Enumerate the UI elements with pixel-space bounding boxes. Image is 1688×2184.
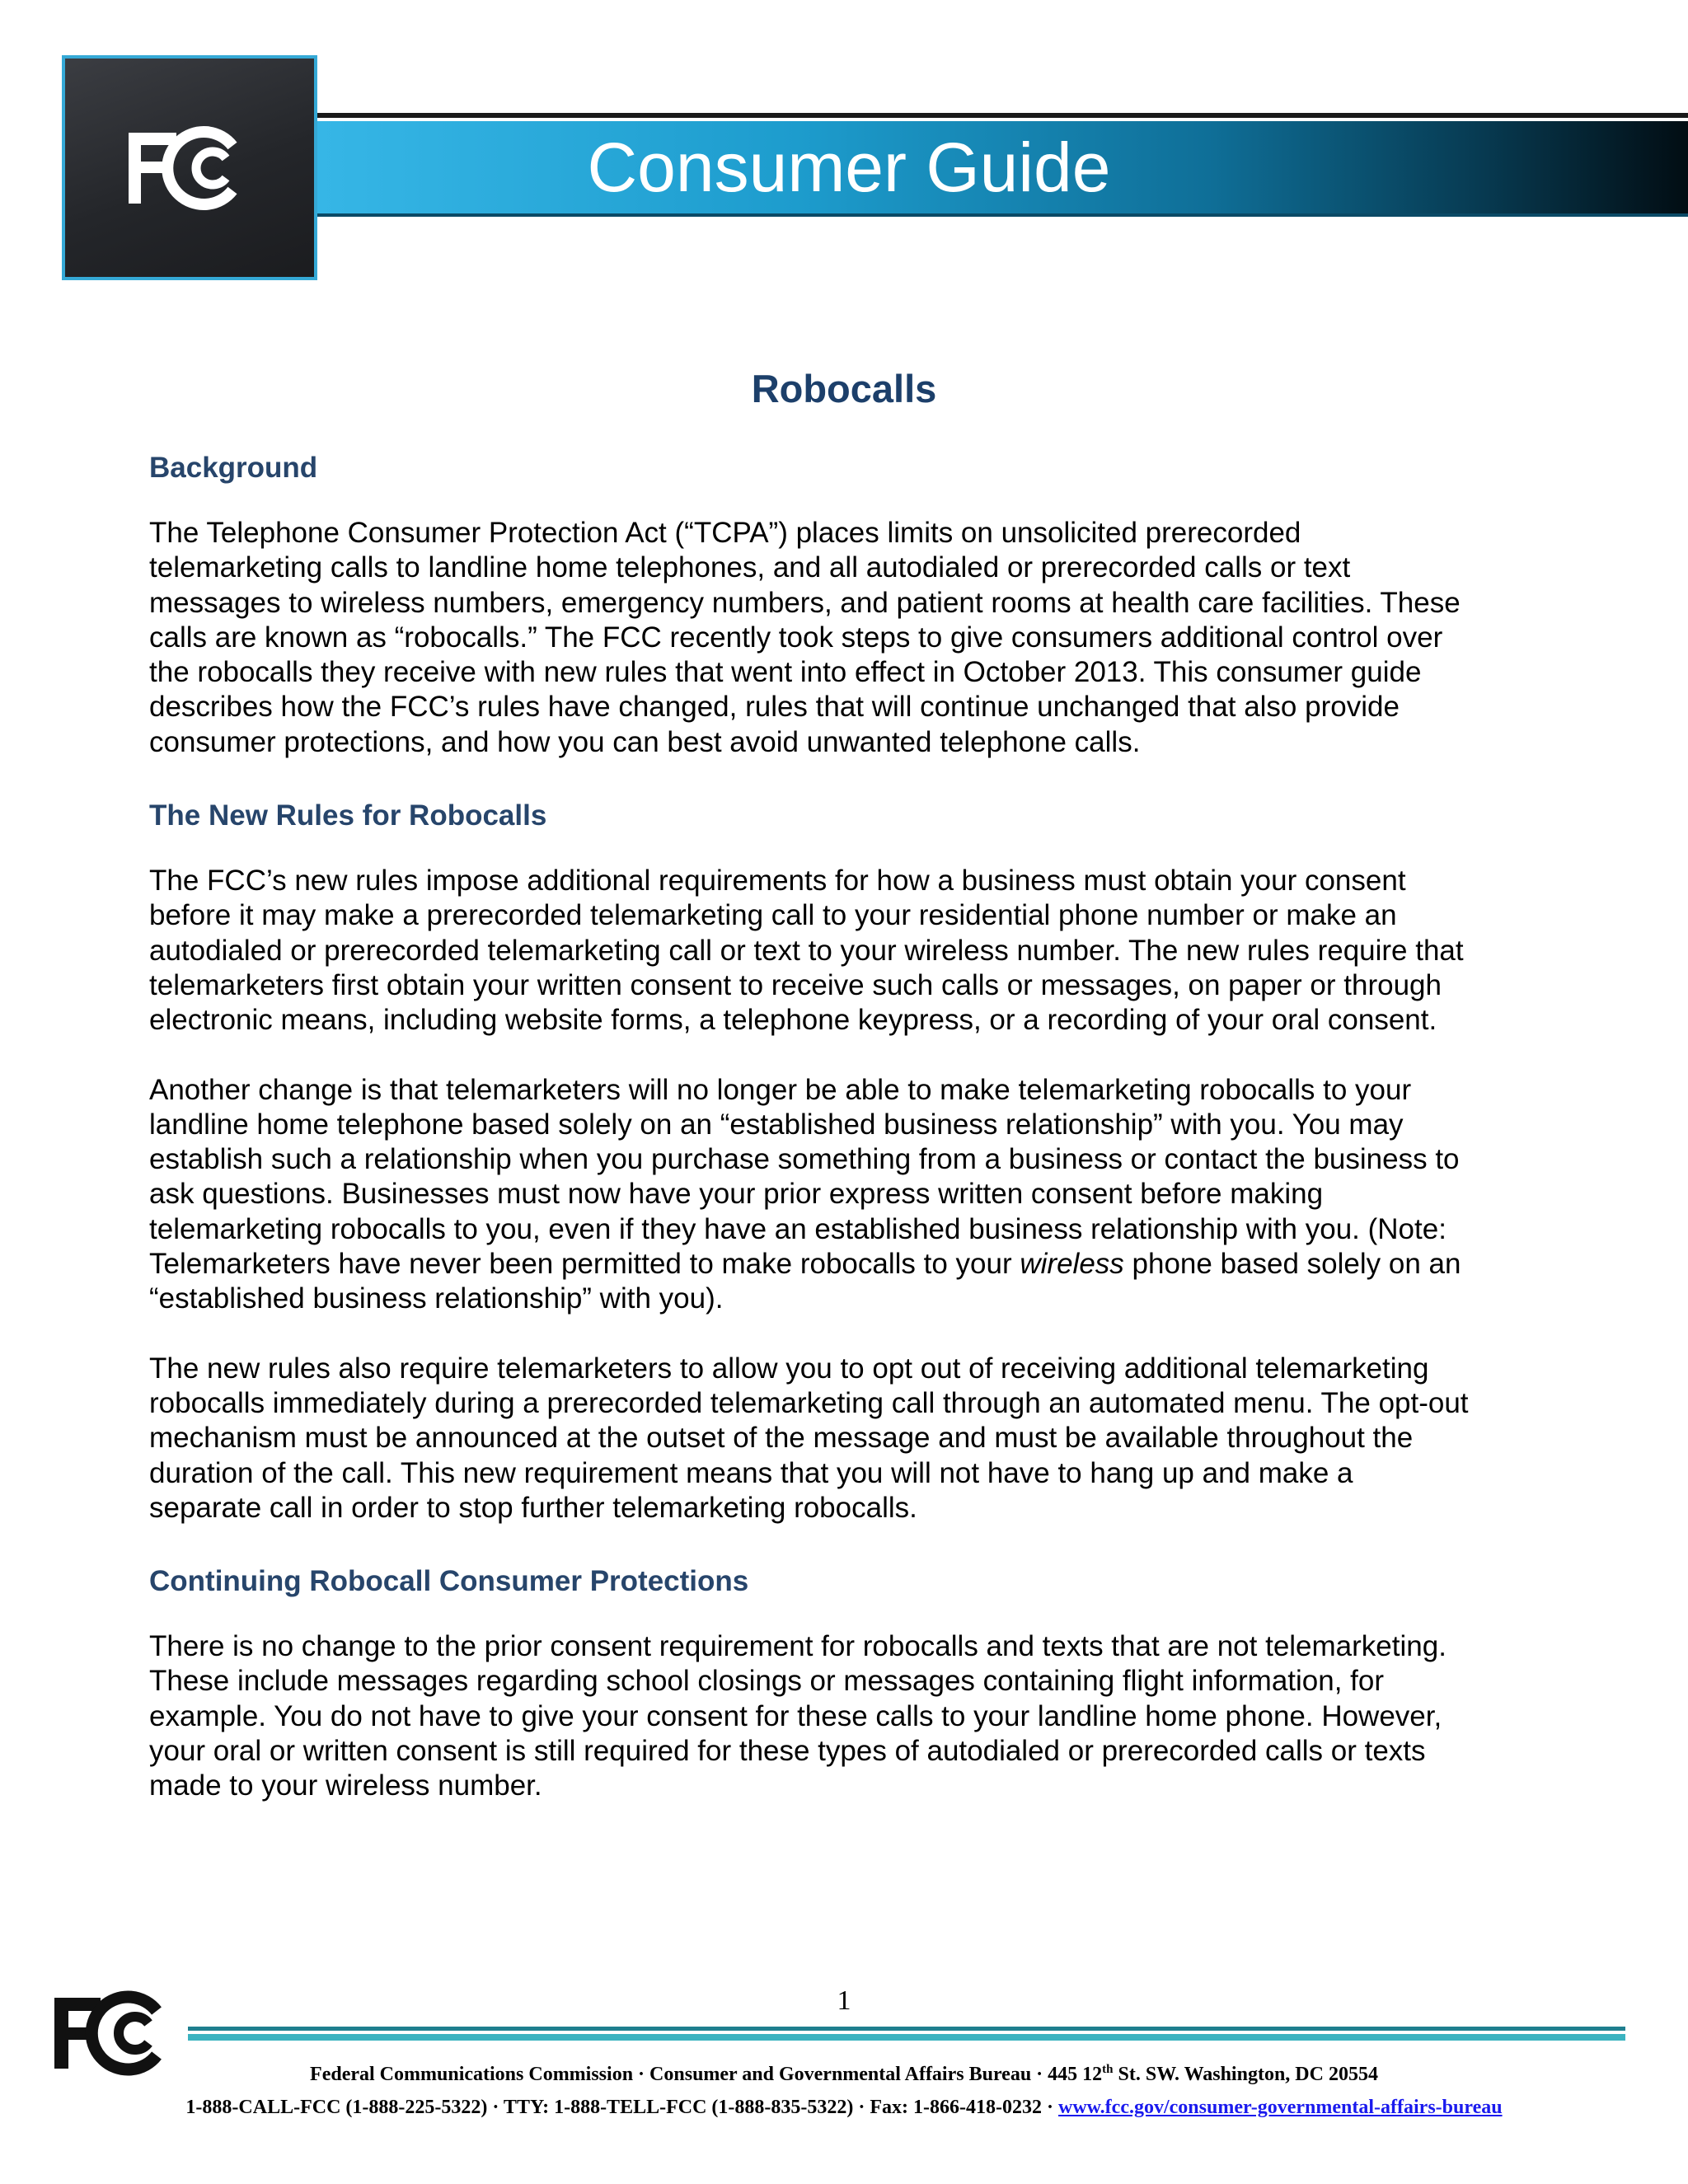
text-line: duration of the call. This new requirement means that you will not have to hang up and make a: [149, 1456, 1353, 1489]
text-line: your oral or written consent is still required for these types of autodialed or prerecorded calls or texts: [149, 1735, 1426, 1768]
text-line: telemarketing calls to landline home telephones, and all autodialed or prerecorded calls or text: [149, 551, 1351, 584]
text-line: ask questions. Businesses must now have your prior express written consent before making: [149, 1178, 1324, 1211]
fcc-logo: [62, 55, 317, 280]
paragraph-new-rules-1: [149, 864, 1550, 1038]
text-line: The new rules also require telemarketers to allow you to opt out of receiving additional telemarketing: [149, 1352, 1429, 1385]
footer-website-link[interactable]: www.fcc.gov/consumer-governmental-affairs-bureau: [1058, 2097, 1503, 2118]
footer-address-line: [0, 2060, 1688, 2088]
text-line: telemarketers first obtain your written consent to receive such calls or messages, on paper or through: [149, 968, 1442, 1001]
text-line: The Telephone Consumer Protection Act (“TCPA”) places limits on unsolicited prerecorded: [149, 517, 1301, 549]
text-line: There is no change to the prior consent requirement for robocalls and texts that are not telemarketing.: [149, 1630, 1447, 1663]
document-body: [149, 447, 1550, 1839]
text-line: establish such a relationship when you purchase something from a business or contact the business to: [149, 1143, 1460, 1176]
footer-contact-line: [0, 2093, 1688, 2121]
section-heading-continuing-protections: Continuing Robocall Consumer Protections: [149, 1565, 749, 1598]
page-number: 1: [837, 1985, 851, 2016]
section-heading-new-rules: The New Rules for Robocalls: [149, 799, 547, 832]
text-line: Another change is that telemarketers will no longer be able to make telemarketing robocalls to your: [149, 1073, 1412, 1106]
paragraph-new-rules-3: [149, 1352, 1550, 1526]
text-line: “established business relationship” with you).: [149, 1282, 724, 1315]
text-line: The FCC’s new rules impose additional requirements for how a business must obtain your consent: [149, 865, 1406, 898]
footer-rule-dark: [188, 2027, 1625, 2031]
footer-superscript: th: [1102, 2063, 1114, 2076]
text-line: mechanism must be announced at the outset of the message and must be available throughout the: [149, 1422, 1414, 1455]
text-segment: Telemarketers have never been permitted to make robocalls to your: [149, 1248, 1012, 1281]
text-line: made to your wireless number.: [149, 1769, 542, 1802]
text-line: These include messages regarding school closings or messages containing flight information, for: [149, 1665, 1385, 1698]
text-line: messages to wireless numbers, emergency numbers, and patient rooms at health care facilities. These: [149, 586, 1461, 619]
text-line-with-emphasis: [149, 1247, 1550, 1282]
text-segment: phone based solely on an: [1123, 1248, 1461, 1281]
footer-address-text-end: St. SW. Washington, DC 20554: [1113, 2064, 1378, 2085]
text-line: calls are known as “robocalls.” The FCC recently took steps to give consumers additional control over: [149, 621, 1443, 654]
paragraph-background-1: [149, 516, 1550, 760]
text-line: describes how the FCC’s rules have changed, rules that will continue unchanged that also provide: [149, 691, 1400, 724]
header-rule: [317, 113, 1688, 118]
text-line: electronic means, including website forms, a telephone keypress, or a recording of your oral consent.: [149, 1004, 1437, 1037]
text-line: consumer protections, and how you can best avoid unwanted telephone calls.: [149, 725, 1141, 758]
text-line: autodialed or prerecorded telemarketing call or text to your wireless number. The new rules require that: [149, 934, 1464, 967]
footer-contact-text: 1-888-CALL-FCC (1-888-225-5322) · TTY: 1-888-TELL-FCC (1-888-835-5322) · Fax: 1-866-418-0232 ·: [185, 2097, 1058, 2118]
paragraph-continuing-1: [149, 1629, 1550, 1803]
fcc-logo-icon: [124, 123, 256, 213]
page-title: Robocalls: [751, 367, 937, 410]
text-line: telemarketing robocalls to you, even if they have an established business relationship with you. (Note:: [149, 1212, 1447, 1245]
text-line: separate call in order to stop further telemarketing robocalls.: [149, 1491, 917, 1524]
header-title: Consumer Guide: [587, 129, 1111, 206]
text-line: example. You do not have to give your consent for these calls to your landline home phone. However,: [149, 1699, 1442, 1732]
text-line: the robocalls they receive with new rules that went into effect in October 2013. This consumer guide: [149, 656, 1422, 689]
text-line: landline home telephone based solely on an “established business relationship” with you. You may: [149, 1108, 1404, 1141]
text-line: robocalls immediately during a prerecorded telemarketing call through an automated menu. The opt-out: [149, 1386, 1469, 1419]
section-heading-background: Background: [149, 452, 318, 484]
footer-address-text: Federal Communications Commission · Consumer and Governmental Affairs Bureau · 445 12: [310, 2064, 1103, 2085]
paragraph-new-rules-2: [149, 1073, 1550, 1317]
text-line: before it may make a prerecorded telemarketing call to your residential phone number or make an: [149, 899, 1397, 932]
emphasis-wireless: wireless: [1020, 1248, 1124, 1281]
header-band-bottom: [317, 213, 1688, 217]
footer-rule-light: [188, 2034, 1625, 2041]
